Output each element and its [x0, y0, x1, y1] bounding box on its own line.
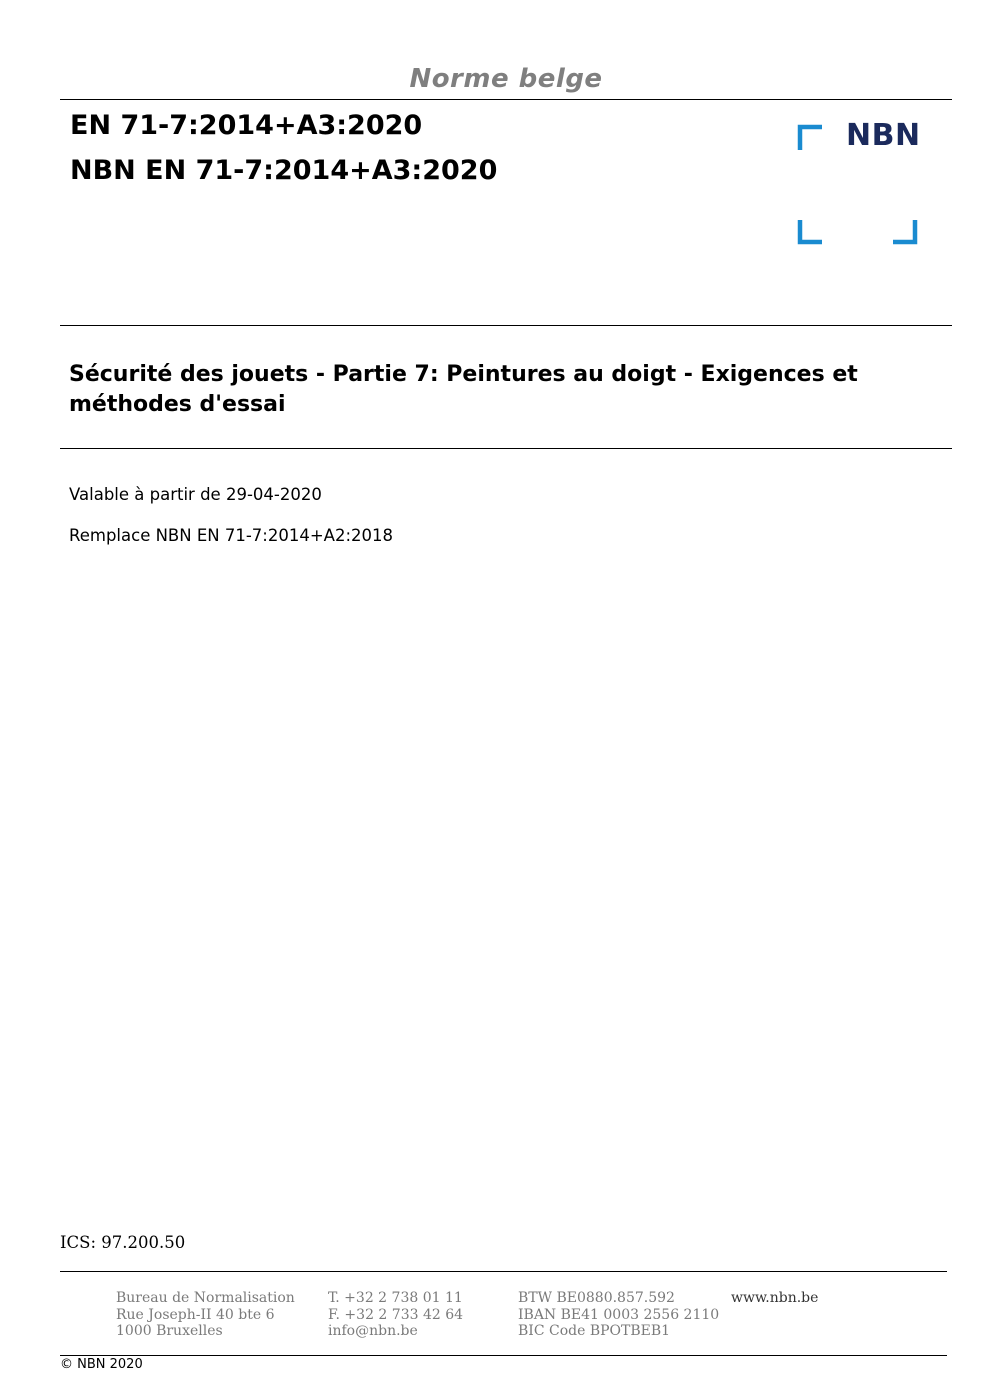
en-code: EN 71-7:2014+A3:2020 [70, 110, 423, 141]
document-title: Sécurité des jouets - Partie 7: Peintures au doigt - Exigences et méthodes d'essai [69, 362, 858, 417]
ics-code: ICS: 97.200.50 [60, 1233, 186, 1252]
valid-from: Valable à partir de 29-04-2020 [69, 485, 322, 504]
footer-address-line: 1000 Bruxelles [116, 1323, 223, 1339]
title-top-rule [60, 325, 952, 326]
footer-phone: T. +32 2 738 01 11 [328, 1290, 463, 1306]
footer-address [116, 1290, 295, 1340]
footer-vat: BTW BE0880.857.592 [518, 1290, 675, 1306]
header-rule [60, 99, 952, 100]
replaces: Remplace NBN EN 71-7:2014+A2:2018 [69, 526, 394, 545]
copyright: © NBN 2020 [60, 1357, 143, 1372]
nbn-code: NBN EN 71-7:2014+A3:2020 [70, 155, 498, 186]
footer-fax: F. +32 2 733 42 64 [328, 1306, 464, 1323]
footer-contact [328, 1290, 463, 1340]
footer-email: info@nbn.be [328, 1323, 418, 1339]
norme-belge-label: Norme belge [409, 64, 603, 94]
footer-website [731, 1290, 818, 1307]
website-link: www.nbn.be [731, 1290, 819, 1306]
footer-address-line: Rue Joseph-II 40 bte 6 [116, 1306, 275, 1323]
footer-bank [518, 1290, 719, 1340]
footer-top-rule [60, 1271, 947, 1272]
footer-bic: BIC Code BPOTBEB1 [518, 1323, 671, 1339]
footer-bottom-rule [60, 1355, 947, 1356]
footer-address-line: Bureau de Normalisation [116, 1290, 295, 1306]
title-bottom-rule [60, 448, 952, 449]
footer-iban: IBAN BE41 0003 2556 2110 [518, 1306, 720, 1323]
nbn-logo-text: NBN [846, 118, 921, 153]
